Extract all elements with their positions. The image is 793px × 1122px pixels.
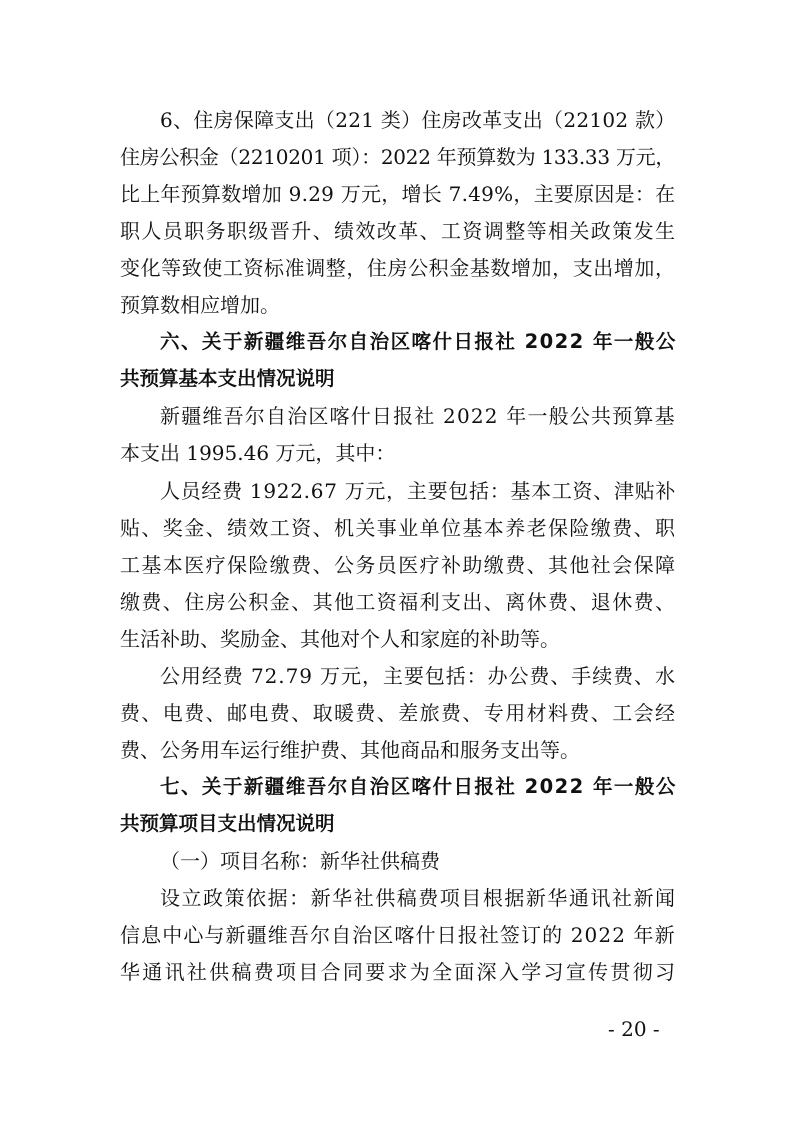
subsection-heading: （一）项目名称：新华社供稿费	[160, 849, 440, 873]
paragraph-line: 人员经费 1922.67 万元，主要包括：基本工资、津贴补	[160, 479, 677, 503]
paragraph-line: 设立政策依据：新华社供稿费项目根据新华通讯社新闻	[160, 886, 677, 910]
paragraph-line: 变化等致使工资标准调整，住房公积金基数增加，支出增加，	[120, 256, 676, 280]
paragraph-line: 住房公积金（2210201 项）：2022 年预算数为 133.33 万元，	[120, 145, 676, 169]
section-heading: 共预算项目支出情况说明	[120, 812, 335, 835]
paragraph-line: 本支出 1995.46 万元，其中：	[120, 441, 396, 465]
paragraph-line: 预算数相应增加。	[120, 293, 280, 317]
section-heading: 七、关于新疆维吾尔自治区喀什日报社 2022 年一般公	[160, 775, 677, 798]
paragraph-line: 职人员职务职级晋升、绩效改革、工资调整等相关政策发生	[120, 219, 677, 243]
section-heading: 六、关于新疆维吾尔自治区喀什日报社 2022 年一般公	[160, 330, 677, 353]
section-heading: 共预算基本支出情况说明	[120, 367, 335, 390]
paragraph-line: 生活补助、奖励金、其他对个人和家庭的补助等。	[120, 627, 560, 651]
paragraph-line: 新疆维吾尔自治区喀什日报社 2022 年一般公共预算基	[160, 404, 676, 428]
paragraph-line: 公用经费 72.79 万元，主要包括：办公费、手续费、水	[160, 664, 676, 688]
paragraph-line: 费、电费、邮电费、取暖费、差旅费、专用材料费、工会经	[120, 701, 677, 725]
paragraph-line: 工基本医疗保险缴费、公务员医疗补助缴费、其他社会保障	[120, 553, 677, 577]
paragraph-line: 6、住房保障支出（221 类）住房改革支出（22102 款）	[160, 108, 676, 132]
paragraph-line: 缴费、住房公积金、其他工资福利支出、离休费、退休费、	[120, 590, 677, 614]
page-number: - 20 -	[608, 1017, 660, 1041]
paragraph-line: 比上年预算数增加 9.29 万元，增长 7.49%，主要原因是：在	[120, 182, 676, 206]
paragraph-line: 费、公务用车运行维护费、其他商品和服务支出等。	[120, 738, 580, 762]
paragraph-line: 信息中心与新疆维吾尔自治区喀什日报社签订的 2022 年新	[120, 923, 676, 947]
paragraph-line: 贴、奖金、绩效工资、机关事业单位基本养老保险缴费、职	[120, 516, 677, 540]
paragraph-line: 华通讯社供稿费项目合同要求为全面深入学习宣传贯彻习	[120, 960, 678, 984]
